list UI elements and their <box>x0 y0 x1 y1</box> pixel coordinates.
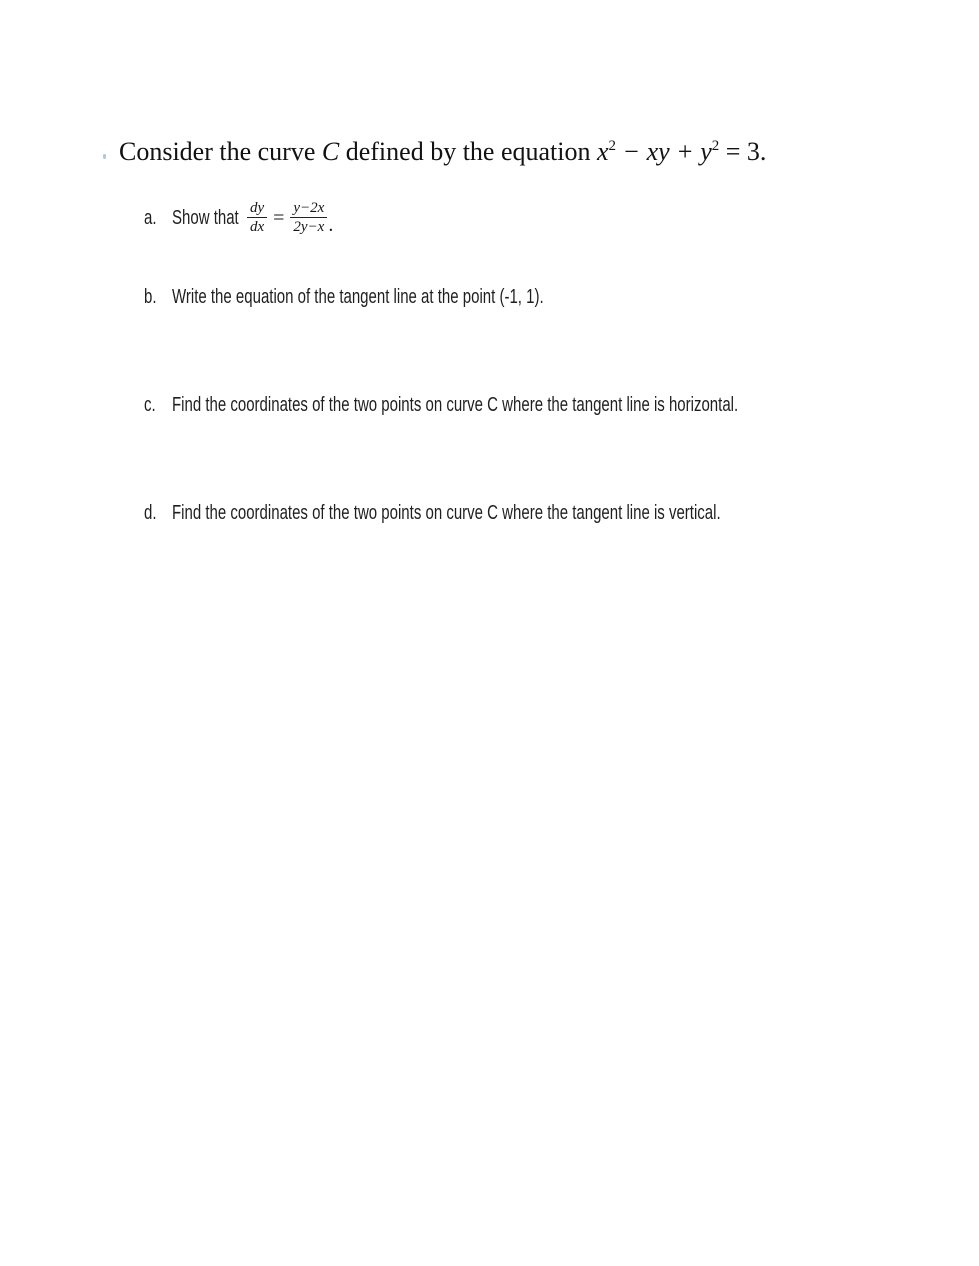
item-b-text: Write the equation of the tangent line at the point (-1, 1). <box>172 286 544 308</box>
derivative-fraction <box>247 200 267 235</box>
slope-denominator: 2y−x <box>293 219 325 235</box>
curve-symbol: C <box>321 137 340 166</box>
item-a-lead-text: Show that <box>172 206 239 229</box>
item-c-label: c. <box>144 394 156 416</box>
item-b-label-box <box>144 285 172 309</box>
slope-numerator: y−2x <box>290 200 327 218</box>
equation-x-term: x <box>597 137 609 166</box>
problem-item-b <box>144 285 668 309</box>
item-c-text: Find the coordinates of the two points on curve C where the tangent line is horizontal. <box>172 394 739 416</box>
derivative-numerator: dy <box>247 200 267 218</box>
equation-tail: = 3. <box>719 137 767 166</box>
equation-x-exponent: 2 <box>608 138 617 154</box>
item-a-label: a. <box>144 206 157 229</box>
derivative-denominator: dx <box>249 219 265 235</box>
title-mid-text: defined by the equation <box>339 137 597 166</box>
item-c-label-box <box>144 393 172 417</box>
item-d-label-box <box>144 501 172 525</box>
item-b-label: b. <box>144 286 157 308</box>
item-d-label: d. <box>144 502 157 524</box>
problem-item-d <box>144 501 904 525</box>
slope-expression-fraction <box>290 200 327 235</box>
item-a-label-box <box>144 206 172 230</box>
problem-item-a <box>144 200 333 235</box>
problem-item-c <box>144 393 927 417</box>
problem-statement-title <box>119 136 766 168</box>
title-lead-text: Consider the curve <box>119 137 322 166</box>
stray-mark <box>103 154 106 159</box>
equation-middle-terms: − xy + y <box>616 137 712 166</box>
item-a-period: . <box>328 214 334 236</box>
item-d-text: Find the coordinates of the two points on curve C where the tangent line is vertical. <box>172 502 721 524</box>
equals-sign: = <box>273 206 285 229</box>
equation-y-exponent: 2 <box>711 138 720 154</box>
